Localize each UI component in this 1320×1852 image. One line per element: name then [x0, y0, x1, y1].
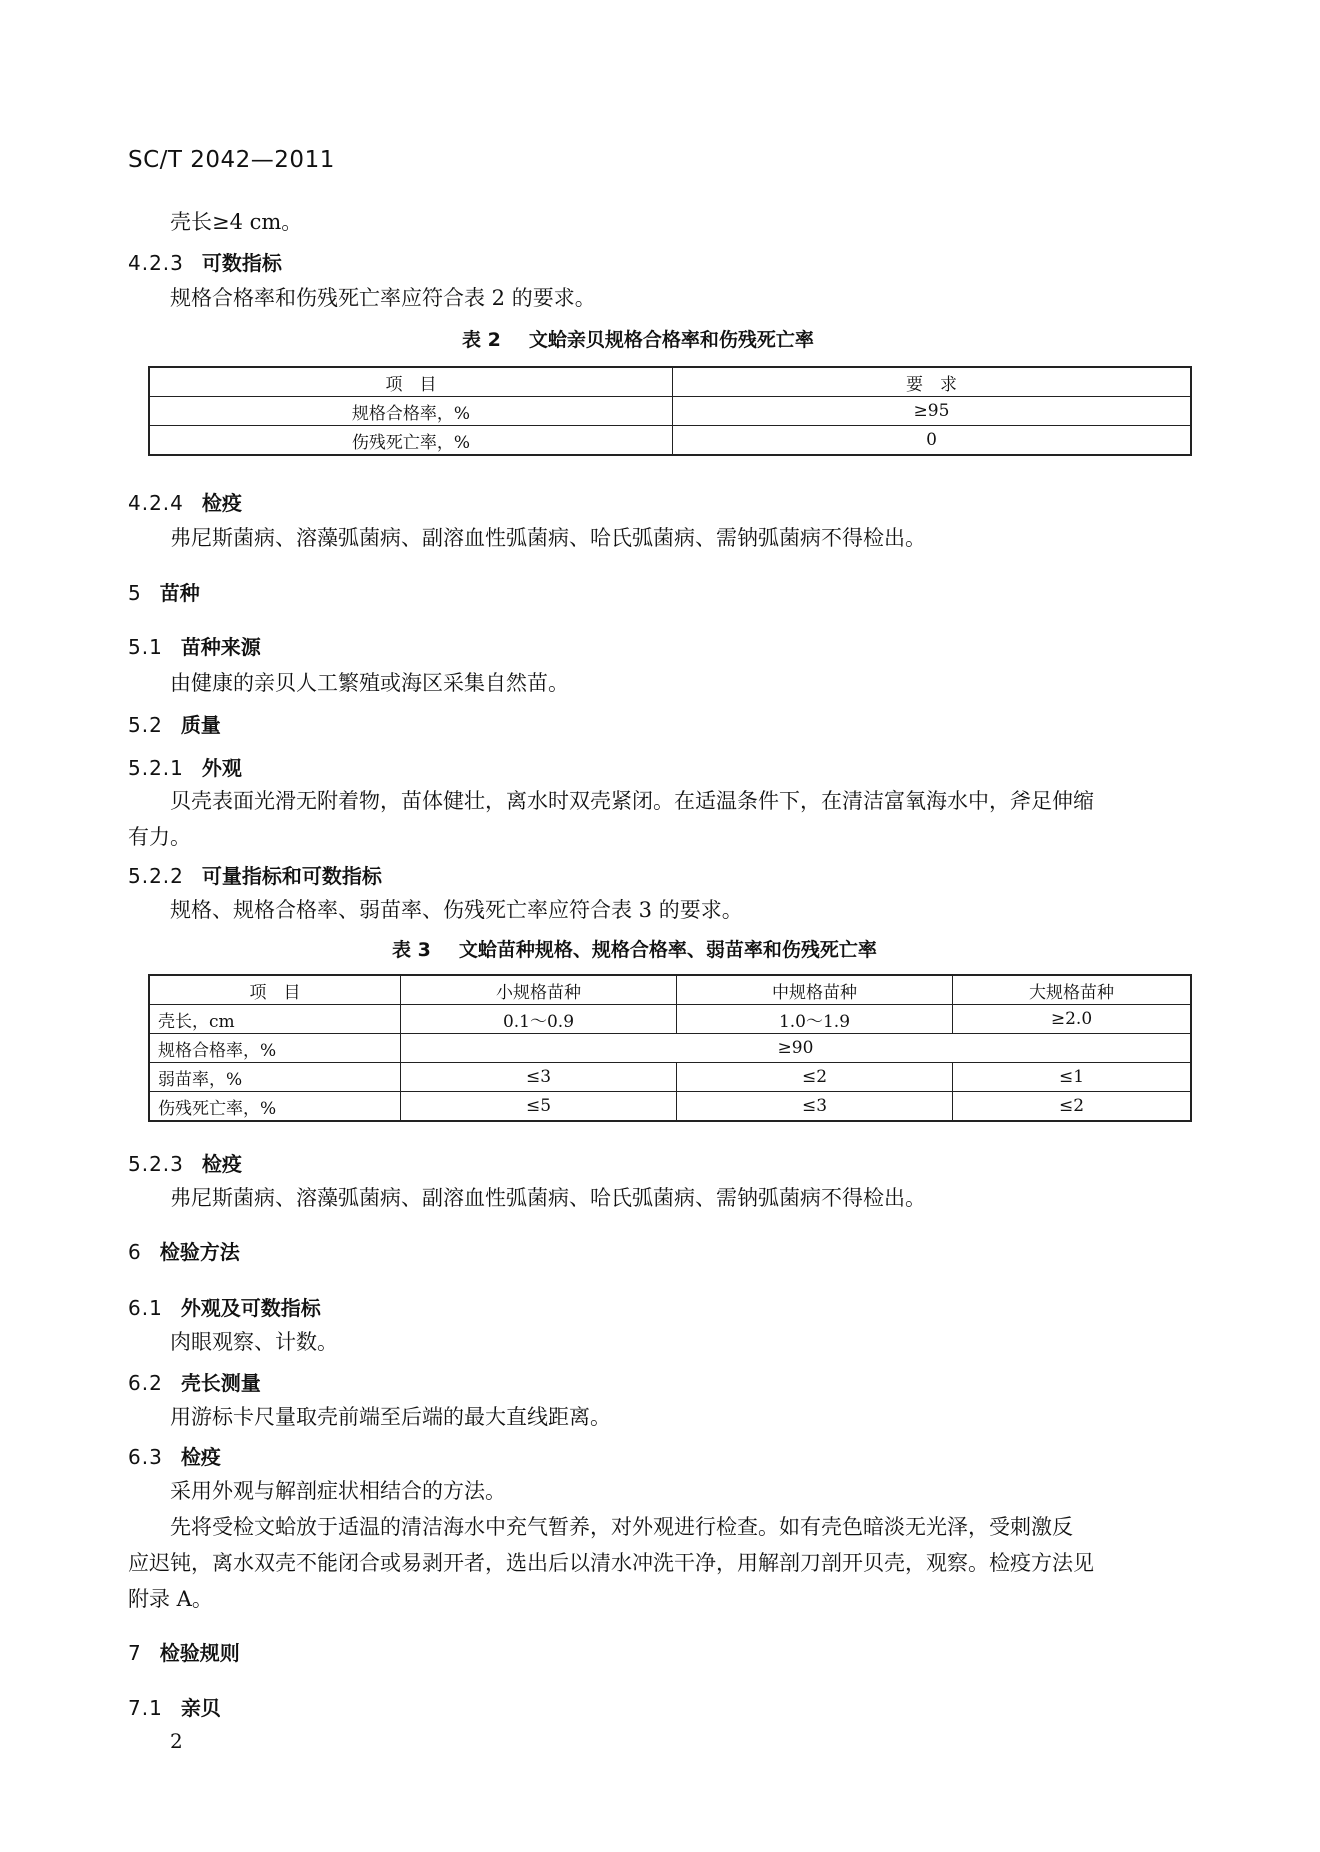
section-title: 可量指标和可数指标 — [201, 864, 382, 888]
page-number: 2 — [170, 1729, 183, 1753]
section-number: 6 — [128, 1240, 142, 1264]
section-heading-6-3 — [128, 1441, 221, 1470]
table-header-cell: 要 求 — [673, 367, 1192, 397]
section-number: 4.2.3 — [128, 251, 184, 275]
section-number: 5.2.2 — [128, 864, 184, 888]
section-title: 质量 — [180, 713, 221, 737]
table-cell: 壳长，cm — [149, 1005, 401, 1034]
paragraph-continuation: 应迟钝，离水双壳不能闭合或易剥开者，选出后以清水冲洗干净，用解剖刀剖开贝壳，观察。检疫方法见 — [128, 1551, 1094, 1575]
table-cell: ≤2 — [677, 1063, 953, 1092]
section-title: 外观 — [201, 756, 242, 780]
table-cell: 弱苗率，% — [149, 1063, 401, 1092]
paragraph-continuation: 有力。 — [128, 825, 191, 849]
table-cell: ≤3 — [401, 1063, 677, 1092]
section-number: 6.3 — [128, 1445, 163, 1469]
section-heading-5-1 — [128, 631, 261, 660]
table-cell: ≥90 — [401, 1034, 1192, 1063]
section-title: 检验方法 — [159, 1240, 240, 1264]
table-title: 文蛤亲贝规格合格率和伤残死亡率 — [528, 329, 814, 351]
table-row — [149, 397, 1191, 426]
table-cell: ≥2.0 — [953, 1005, 1192, 1034]
table-row — [149, 1005, 1191, 1034]
table-row — [149, 1063, 1191, 1092]
section-number: 4.2.4 — [128, 491, 184, 515]
section-heading-7-1 — [128, 1692, 221, 1721]
table-header-cell: 大规格苗种 — [953, 975, 1192, 1005]
paragraph: 先将受检文蛤放于适温的清洁海水中充气暂养，对外观进行检查。如有壳色暗淡无光泽，受刺激反 — [170, 1515, 1073, 1539]
paragraph: 肉眼观察、计数。 — [170, 1330, 338, 1354]
section-heading-4-2-4 — [128, 487, 242, 516]
table-number: 表 3 — [392, 939, 431, 961]
paragraph: 贝壳表面光滑无附着物，苗体健壮，离水时双壳紧闭。在适温条件下，在清洁富氧海水中，斧足伸缩 — [170, 789, 1094, 813]
table-header-cell: 中规格苗种 — [677, 975, 953, 1005]
section-number: 7.1 — [128, 1696, 163, 1720]
table-2 — [148, 366, 1192, 456]
table-header-row — [149, 975, 1191, 1005]
table-cell: 1.0～1.9 — [677, 1005, 953, 1034]
section-title: 检疫 — [201, 491, 242, 515]
table-header-cell: 小规格苗种 — [401, 975, 677, 1005]
paragraph: 规格合格率和伤残死亡率应符合表 2 的要求。 — [170, 286, 596, 310]
section-number: 5.2.1 — [128, 756, 184, 780]
section-heading-6-1 — [128, 1292, 321, 1321]
section-title: 苗种来源 — [180, 635, 261, 659]
table-cell: 0 — [673, 426, 1192, 456]
table-title: 文蛤苗种规格、规格合格率、弱苗率和伤残死亡率 — [458, 939, 877, 961]
table-row — [149, 1092, 1191, 1122]
section-title: 可数指标 — [201, 251, 282, 275]
section-number: 5.2.3 — [128, 1152, 184, 1176]
section-title: 壳长测量 — [180, 1371, 261, 1395]
section-title: 检疫 — [201, 1152, 242, 1176]
table-cell: 伤残死亡率，% — [149, 1092, 401, 1122]
table-cell: ≤5 — [401, 1092, 677, 1122]
table-header-row — [149, 367, 1191, 397]
table-3-caption — [392, 935, 877, 962]
table-cell: ≤1 — [953, 1063, 1192, 1092]
paragraph: 规格、规格合格率、弱苗率、伤残死亡率应符合表 3 的要求。 — [170, 898, 743, 922]
section-heading-5-2 — [128, 709, 221, 738]
section-heading-5-2-1 — [128, 752, 242, 781]
section-title: 亲贝 — [180, 1696, 221, 1720]
table-2-caption — [462, 325, 814, 352]
table-cell: ≤3 — [677, 1092, 953, 1122]
section-heading-6 — [128, 1236, 240, 1265]
paragraph: 弗尼斯菌病、溶藻弧菌病、副溶血性弧菌病、哈氏弧菌病、需钠弧菌病不得检出。 — [170, 526, 926, 550]
section-number: 5 — [128, 581, 142, 605]
table-row — [149, 426, 1191, 456]
table-cell: 伤残死亡率，% — [149, 426, 673, 456]
section-number: 6.2 — [128, 1371, 163, 1395]
paragraph: 用游标卡尺量取壳前端至后端的最大直线距离。 — [170, 1405, 611, 1429]
table-cell: 规格合格率，% — [149, 397, 673, 426]
paragraph: 由健康的亲贝人工繁殖或海区采集自然苗。 — [170, 671, 569, 695]
section-heading-4-2-3 — [128, 247, 282, 276]
table-cell: 0.1～0.9 — [401, 1005, 677, 1034]
section-number: 5.2 — [128, 713, 163, 737]
paragraph-continuation: 附录 A。 — [128, 1587, 213, 1611]
table-cell: ≥95 — [673, 397, 1192, 426]
section-title: 检疫 — [180, 1445, 221, 1469]
table-row — [149, 1034, 1191, 1063]
section-number: 5.1 — [128, 635, 163, 659]
section-title: 苗种 — [159, 581, 200, 605]
section-title: 检验规则 — [159, 1641, 240, 1665]
table-cell: ≤2 — [953, 1092, 1192, 1122]
section-title: 外观及可数指标 — [180, 1296, 321, 1320]
table-number: 表 2 — [462, 329, 501, 351]
paragraph: 采用外观与解剖症状相结合的方法。 — [170, 1479, 506, 1503]
table-header-cell: 项 目 — [149, 975, 401, 1005]
section-heading-7 — [128, 1637, 240, 1666]
section-heading-6-2 — [128, 1367, 261, 1396]
document-code: SC/T 2042—2011 — [128, 147, 335, 173]
table-3 — [148, 974, 1192, 1122]
section-heading-5 — [128, 577, 200, 606]
table-header-cell: 项 目 — [149, 367, 673, 397]
section-number: 7 — [128, 1641, 142, 1665]
section-heading-5-2-3 — [128, 1148, 242, 1177]
table-cell: 规格合格率，% — [149, 1034, 401, 1063]
paragraph: 壳长≥4 cm。 — [170, 210, 303, 234]
section-number: 6.1 — [128, 1296, 163, 1320]
paragraph: 弗尼斯菌病、溶藻弧菌病、副溶血性弧菌病、哈氏弧菌病、需钠弧菌病不得检出。 — [170, 1186, 926, 1210]
section-heading-5-2-2 — [128, 860, 382, 889]
